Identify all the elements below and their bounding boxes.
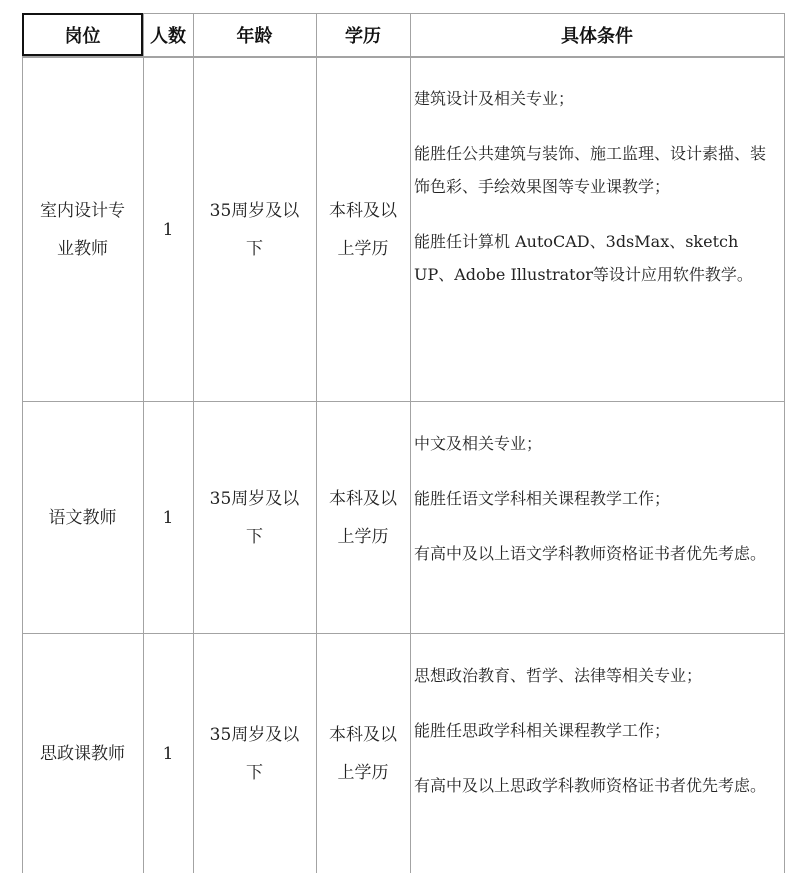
cell-education: 本科及以上学历 xyxy=(329,488,397,547)
cell-conditions xyxy=(414,82,780,291)
condition-item: 能胜任语文学科相关课程教学工作； xyxy=(414,489,671,508)
cell-age: 35周岁及以下 xyxy=(209,724,300,783)
cell-count: 1 xyxy=(162,507,174,528)
cell-education: 本科及以上学历 xyxy=(329,724,397,783)
condition-item: 能胜任计算机 AutoCAD、3dsMax、sketch UP、Adobe Illustrator等设计应用软件教学。 xyxy=(414,232,753,284)
cell-age: 35周岁及以下 xyxy=(209,200,300,259)
table-border-left xyxy=(22,13,23,873)
condition-item: 能胜任思政学科相关课程教学工作； xyxy=(414,721,671,740)
cell-count: 1 xyxy=(162,219,174,240)
condition-item: 能胜任公共建筑与装饰、施工监理、设计素描、装饰色彩、手绘效果图等专业课教学； xyxy=(414,144,767,196)
condition-item: 思想政治教育、哲学、法律等相关专业； xyxy=(414,666,703,685)
condition-item: 有高中及以上思政学科教师资格证书者优先考虑。 xyxy=(414,776,767,795)
header-education: 学历 xyxy=(345,26,381,47)
header-count: 人数 xyxy=(150,26,186,47)
condition-item: 建筑设计及相关专业； xyxy=(414,89,575,108)
column-divider xyxy=(316,13,317,873)
header-position: 岗位 xyxy=(64,26,101,47)
column-divider xyxy=(193,13,194,873)
cell-education: 本科及以上学历 xyxy=(329,200,397,259)
header-age: 年龄 xyxy=(236,26,273,47)
cell-position: 语文教师 xyxy=(48,507,117,528)
cell-conditions xyxy=(414,427,780,570)
condition-item: 中文及相关专业； xyxy=(414,434,543,453)
column-divider xyxy=(410,13,411,873)
cell-count: 1 xyxy=(162,743,174,764)
cell-conditions xyxy=(414,659,780,802)
condition-item: 有高中及以上语文学科教师资格证书者优先考虑。 xyxy=(414,544,767,563)
table-border-right xyxy=(784,13,785,873)
header-conditions: 具体条件 xyxy=(561,26,633,47)
cell-position: 室内设计专业教师 xyxy=(40,200,125,259)
cell-age: 35周岁及以下 xyxy=(209,488,300,547)
cell-position: 思政课教师 xyxy=(40,743,125,764)
